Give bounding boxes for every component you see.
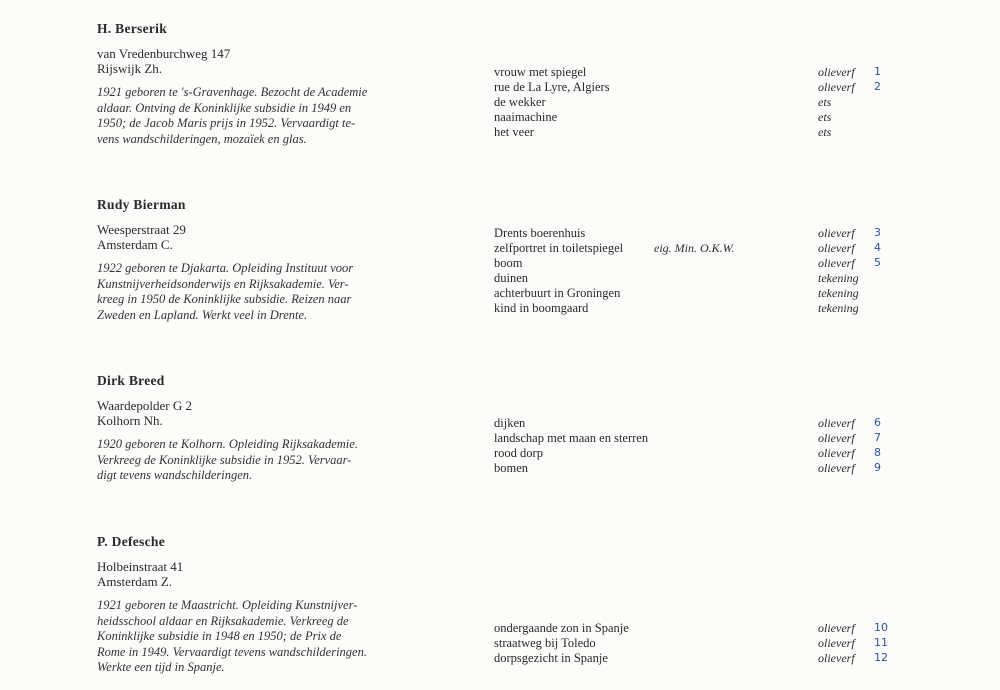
artist-entry — [97, 534, 427, 676]
work-title: dorpsgezicht in Spanje — [494, 651, 608, 665]
work-title: kind in boomgaard — [494, 301, 589, 315]
bio-line: vens wandschilderingen, mozaïek en glas. — [97, 131, 307, 146]
artist-address-street: Waardepolder G 2 — [97, 398, 192, 413]
work-medium: olieverf — [818, 446, 855, 460]
work-medium: olieverf — [818, 241, 855, 255]
works-list — [494, 226, 894, 316]
work-medium: olieverf — [818, 621, 855, 635]
bio-line: heidsschool aldaar en Rijksakademie. Verkreeg de — [97, 613, 349, 628]
bio-line: Verkreeg de Koninklijke subsidie in 1952. Vervaar- — [97, 452, 352, 467]
work-item — [494, 286, 894, 301]
work-item — [494, 651, 894, 666]
work-title: het veer — [494, 125, 534, 139]
handwritten-number: 2 — [874, 80, 881, 93]
work-medium: olieverf — [818, 431, 855, 445]
bio-line: 1921 geboren te Maastricht. Opleiding Kunstnijver- — [97, 598, 358, 612]
work-medium: tekening — [818, 271, 859, 285]
artist-address-city: Kolhorn Nh. — [97, 413, 163, 428]
work-medium: tekening — [818, 286, 859, 300]
work-title: straatweg bij Toledo — [494, 636, 596, 650]
work-item — [494, 431, 894, 446]
work-title: rue de La Lyre, Algiers — [494, 80, 610, 94]
work-item — [494, 95, 894, 110]
artist-address-street: Holbeinstraat 41 — [97, 559, 184, 574]
artist-entry — [97, 373, 427, 484]
bio-line: digt tevens wandschilderingen. — [97, 468, 253, 482]
work-medium: olieverf — [818, 226, 855, 240]
work-title: zelfportret in toiletspiegel — [494, 241, 624, 255]
artist-name: H. Berserik — [97, 21, 168, 36]
work-medium: tekening — [818, 301, 859, 315]
bio-line: Rome in 1949. Vervaardigt tevens wandschilderingen. — [97, 644, 367, 659]
work-title: landschap met maan en sterren — [494, 431, 649, 445]
handwritten-number: 12 — [874, 651, 888, 664]
work-item — [494, 125, 894, 140]
handwritten-number: 1 — [874, 65, 881, 78]
work-item — [494, 621, 894, 636]
handwritten-number: 9 — [874, 461, 881, 474]
artist-address-street: Weesperstraat 29 — [97, 222, 186, 237]
work-owner: eig. Min. O.K.W. — [654, 241, 735, 255]
works-list — [494, 65, 894, 140]
work-item — [494, 80, 894, 95]
work-item — [494, 65, 894, 80]
handwritten-number: 4 — [874, 241, 881, 254]
work-title: rood dorp — [494, 446, 543, 460]
work-title: achterbuurt in Groningen — [494, 286, 621, 300]
work-title: Drents boerenhuis — [494, 226, 586, 240]
handwritten-number: 7 — [874, 431, 881, 444]
bio-line: Werkte een tijd in Spanje. — [97, 660, 225, 674]
handwritten-number: 10 — [874, 621, 888, 634]
handwritten-number: 3 — [874, 226, 881, 239]
artist-name: P. Defesche — [97, 534, 166, 549]
work-item — [494, 461, 894, 476]
work-medium: olieverf — [818, 651, 855, 665]
work-item — [494, 110, 894, 125]
work-title: ondergaande zon in Spanje — [494, 621, 629, 635]
artist-bio — [97, 598, 427, 676]
work-medium: olieverf — [818, 461, 855, 475]
work-item — [494, 226, 894, 241]
artist-bio — [97, 437, 427, 484]
work-medium: olieverf — [818, 636, 855, 650]
bio-line: 1922 geboren te Djakarta. Opleiding Instituut voor — [97, 261, 354, 275]
handwritten-number: 6 — [874, 416, 881, 429]
artist-entry — [97, 21, 427, 147]
work-item — [494, 271, 894, 286]
work-title: naaimachine — [494, 110, 558, 124]
work-item — [494, 636, 894, 651]
work-title: dijken — [494, 416, 526, 430]
artist-entry — [97, 197, 427, 323]
work-title: bomen — [494, 461, 529, 475]
artist-bio — [97, 261, 427, 323]
work-medium: olieverf — [818, 416, 855, 430]
work-medium: ets — [818, 110, 832, 124]
handwritten-number: 8 — [874, 446, 881, 459]
artist-address-city: Amsterdam C. — [97, 237, 173, 252]
work-item — [494, 241, 894, 256]
work-item — [494, 256, 894, 271]
artist-address-city: Amsterdam Z. — [97, 574, 173, 589]
work-title: de wekker — [494, 95, 546, 109]
work-medium: ets — [818, 125, 832, 139]
work-item — [494, 416, 894, 431]
artist-address-street: van Vredenburchweg 147 — [97, 46, 231, 61]
bio-line: 1920 geboren te Kolhorn. Opleiding Rijksakademie. — [97, 437, 358, 451]
handwritten-number: 5 — [874, 256, 881, 269]
work-item — [494, 301, 894, 316]
artist-address-city: Rijswijk Zh. — [97, 61, 163, 76]
work-medium: olieverf — [818, 256, 855, 270]
work-medium: olieverf — [818, 80, 855, 94]
bio-line: 1950; de Jacob Maris prijs in 1952. Vervaardigt te- — [97, 116, 356, 130]
works-list — [494, 621, 894, 666]
work-medium: olieverf — [818, 65, 855, 79]
bio-line: kreeg in 1950 de Koninklijke subsidie. Reizen naar — [97, 292, 352, 306]
artist-name: Dirk Breed — [97, 373, 165, 388]
work-medium: ets — [818, 95, 832, 109]
bio-line: Kunstnijverheidsonderwijs en Rijksakademie. Ver- — [97, 276, 349, 291]
bio-line: aldaar. Ontving de Koninklijke subsidie in 1949 en — [97, 100, 352, 115]
works-list — [494, 416, 894, 476]
bio-line: 1921 geboren te 's-Gravenhage. Bezocht de Academie — [97, 85, 368, 99]
artist-name: Rudy Bierman — [97, 197, 186, 212]
work-title: vrouw met spiegel — [494, 65, 587, 79]
work-title: boom — [494, 256, 523, 270]
work-item — [494, 446, 894, 461]
artist-bio — [97, 85, 427, 147]
work-title: duinen — [494, 271, 529, 285]
bio-line: Koninklijke subsidie in 1948 en 1950; de Prix de — [97, 629, 342, 643]
bio-line: Zweden en Lapland. Werkt veel in Drente. — [97, 307, 308, 322]
handwritten-number: 11 — [874, 636, 888, 649]
